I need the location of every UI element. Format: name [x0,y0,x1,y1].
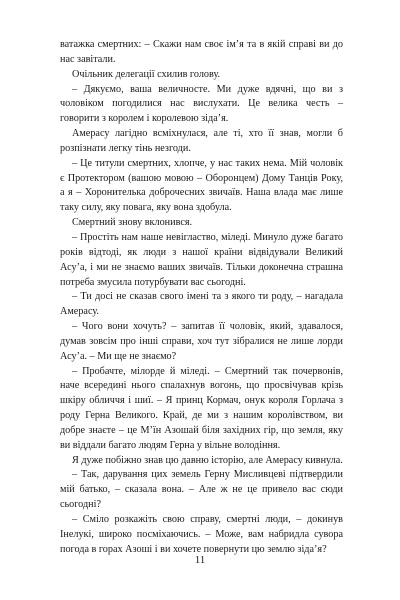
paragraph: – Ти досі не сказав свого імені та з якого ти роду, – нагадала Амерасу. [60,291,343,318]
paragraph: Амерасу лагідно всміхнулася, але ті, хто її знав, могли б розпізнати легку тінь незгоди. [60,128,343,154]
paragraph: – Це титули смертних, хлопче, у нас таких нема. Мій чоловік є Протектором (вашою мовою – Оборонцем) Дому Танців Року, а я – Хоронителька доброчесних звичаїв. Наша влада має лише таку силу, яку повага, яку вона здобула. [60,157,343,214]
paragraph: – Простіть нам наше невігластво, міледі. Минуло дуже багато років відтоді, як люди з нашої країни відвідували Великий Асу’а, і ми не знаємо ваших звичаїв. Тільки доконечна страшна потреба змусила потурбувати вас сьогодні. [60,231,343,288]
paragraph: ватажка смертних: – Скажи нам своє ім’я та в якій справі ви до нас завітали. [60,39,343,65]
paragraph: Смертний знову вклонився. [72,217,193,229]
paragraph: – Так, дарування цих земель Герну Мисливцеві підтвердили мій батько, – сказала вона. – Але ж не це привело вас сюди сьогодні? [60,469,343,511]
paragraph: – Сміло розкажіть свою справу, смертні люди, – докинув Інелукі, широко посміхаючись. – Може, вам набридла сувора погода в горах Азоші і ви хочете повернути цю землю зіда’я? [60,514,343,555]
paragraph: – Чого вони хочуть? – запитав її чоловік, який, здавалося, думав зовсім про інші справи, хоч тут зібралися не лише лорди Асу’а. – Ми ще не знаємо? [60,321,343,362]
text-body [60,38,343,558]
paragraph: Я дуже побіжно знав цю давню історію, але Амерасу кивнула. [72,454,343,466]
paragraph: – Дякуємо, ваша величносте. Ми дуже вдячні, що ви з чоловіком погодилися нас вислухати. Це велика честь – говорити з королем і королевою зіда’я. [60,83,343,125]
paragraph: – Пробачте, мілорде й міледі. – Смертний так почервонів, наче всередині нього спалахнув вогонь, що просвічував крізь шкіру обличчя і шиї. – Я принц Кормач, онук короля Горлача з роду Герна Великого. Край, де ми з нашим королівством, ви добре знаєте – це М’їн Азошай біля західних гір, що земля, яку ви віддали багато людям Герна у вільне володіння. [60,365,343,451]
page-number: 11 [194,554,206,566]
paragraph: Очільник делегації схилив голову. [72,68,221,80]
